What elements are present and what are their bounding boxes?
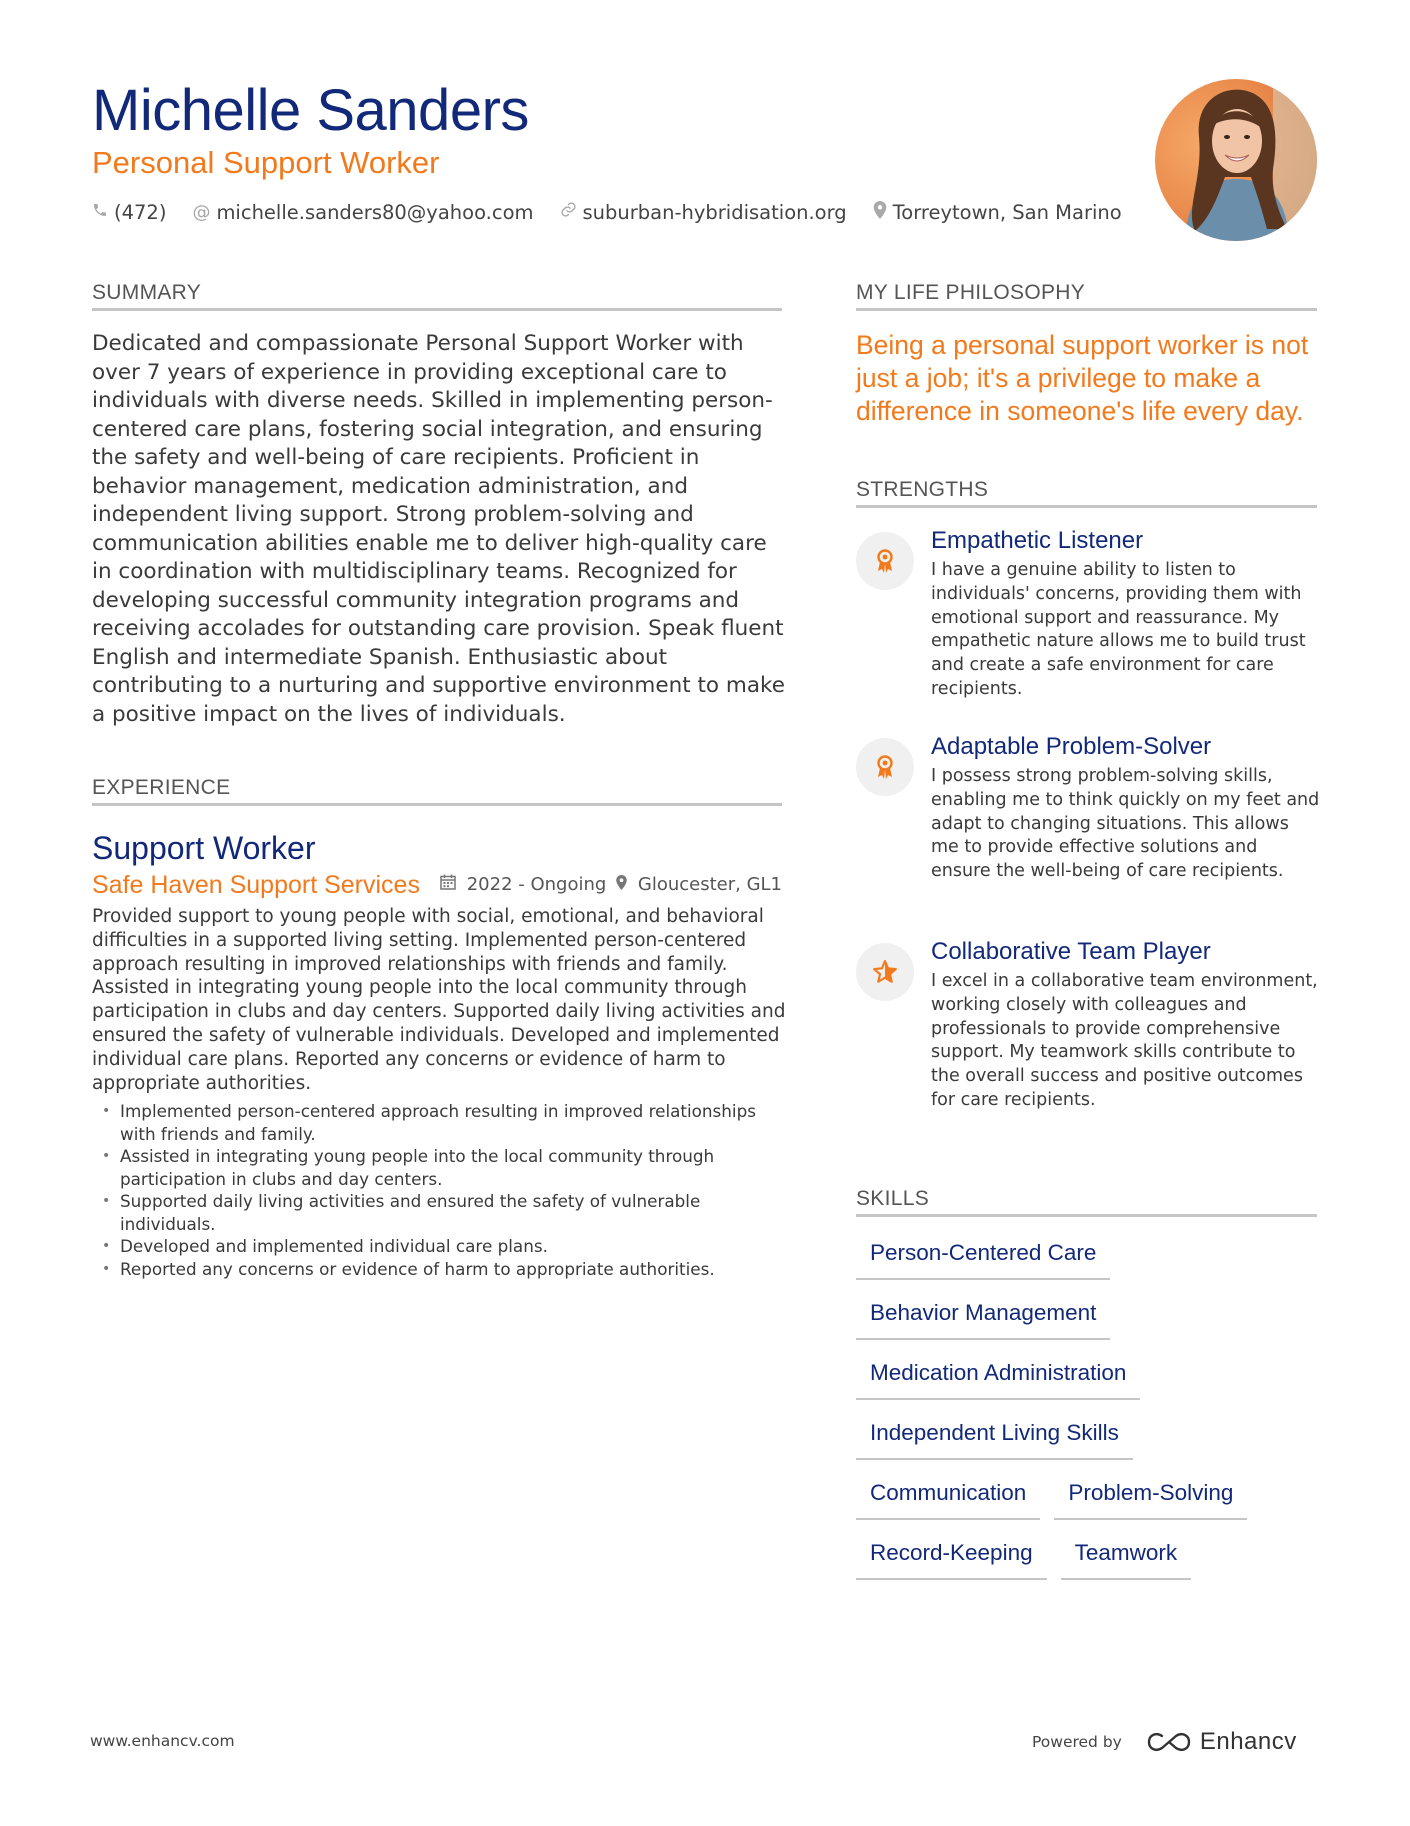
skill-tag: Behavior Management — [856, 1296, 1110, 1340]
contact-email-text: michelle.sanders80@yahoo.com — [216, 200, 534, 224]
experience-heading: EXPERIENCE — [92, 775, 782, 806]
list-item: • Developed and implemented individual care plans. — [92, 1235, 792, 1258]
award-icon — [856, 738, 914, 796]
skill-row — [856, 1476, 1326, 1520]
star-icon — [856, 943, 914, 1001]
skill-row — [856, 1236, 1326, 1280]
summary-heading: SUMMARY — [92, 280, 782, 311]
job-dates-text: 2022 - Ongoing — [466, 874, 607, 895]
philosophy-heading: MY LIFE PHILOSOPHY — [856, 280, 1317, 311]
skills-list — [856, 1236, 1326, 1596]
phone-icon — [92, 202, 108, 223]
skill-tag: Communication — [856, 1476, 1040, 1520]
strength-title: Collaborative Team Player — [931, 938, 1211, 965]
skills-heading: SKILLS — [856, 1186, 1317, 1217]
job-title: Support Worker — [92, 830, 316, 866]
calendar-icon — [440, 874, 462, 895]
job-bullets — [92, 1100, 792, 1280]
link-icon — [560, 201, 577, 223]
contact-location — [873, 201, 1122, 224]
contact-location-text: Torreytown, San Marino — [892, 200, 1122, 224]
powered-by[interactable] — [1032, 1728, 1297, 1756]
skill-tag: Teamwork — [1061, 1536, 1192, 1580]
skill-tag: Independent Living Skills — [856, 1416, 1133, 1460]
profile-photo — [1155, 79, 1317, 241]
powered-by-label: Powered by — [1032, 1733, 1122, 1751]
skill-row — [856, 1356, 1326, 1400]
skill-row — [856, 1416, 1326, 1460]
strength-title: Adaptable Problem-Solver — [931, 733, 1212, 760]
list-item: • Supported daily living activities and ensured the safety of vulnerable individuals. — [92, 1190, 792, 1235]
strength-description: I excel in a collaborative team environment, working closely with colleagues and professionals to provide comprehensive support. My teamwork skills contribute to the overall success and positive outcomes for care recipients. — [931, 971, 1318, 1110]
candidate-title: Personal Support Worker — [92, 145, 440, 180]
strengths-heading: STRENGTHS — [856, 477, 1317, 508]
skill-row — [856, 1536, 1326, 1580]
contact-phone-text: (472) — [114, 200, 167, 224]
list-item: • Reported any concerns or evidence of harm to appropriate authorities. — [92, 1258, 792, 1281]
strength-description: I have a genuine ability to listen to individuals' concerns, providing them with emotional support and reassurance. My empathetic nature allows me to build trust and create a safe environment for care recipients. — [931, 560, 1306, 699]
at-icon: @ — [192, 201, 211, 223]
job-location-text: Gloucester, GL1 — [637, 874, 782, 895]
candidate-name: Michelle Sanders — [92, 78, 529, 143]
contact-bar — [92, 197, 1148, 227]
contact-website-text: suburban-hybridisation.org — [582, 200, 847, 224]
philosophy-quote: Being a personal support worker is not just a job; it's a privilege to make a difference in someone's life every day. — [856, 330, 1309, 426]
list-item: • Assisted in integrating young people into the local community through participation in clubs and day centers. — [92, 1145, 792, 1190]
skill-tag: Medication Administration — [856, 1356, 1140, 1400]
contact-phone[interactable] — [92, 201, 166, 224]
summary-text: Dedicated and compassionate Personal Support Worker with over 7 years of experience in providing exceptional care to individuals with diverse needs. Skilled in implementing person-centered care plans, fostering social integration, and ensuring the safety and well-being of care recipients. Proficient in behavior management, medication administration, and independent living support. Strong problem-solving and communication abilities enable me to deliver high-quality care in coordination with multidisciplinary teams. Recognized for developing successful community integration programs and receiving accolades for outstanding care provision. Speak fluent English and intermediate Spanish. Enthusiastic about contributing to a nurturing and supportive environment to make a positive impact on the lives of individuals. — [92, 331, 785, 727]
location-pin-icon — [616, 874, 633, 895]
footer-website-link[interactable]: www.enhancv.com — [90, 1732, 235, 1750]
strength-description: I possess strong problem-solving skills, enabling me to think quickly on my feet and adapt to changing situations. This allows me to provide effective solutions and ensure the well-being of care recipients. — [931, 766, 1320, 882]
brand-name: Enhancv — [1199, 1728, 1297, 1755]
skill-tag: Person-Centered Care — [856, 1236, 1110, 1280]
strength-title: Empathetic Listener — [931, 527, 1144, 554]
job-description: Provided support to young people with social, emotional, and behavioral difficulties in a supported living setting. Implemented person-centered approach resulting in improved relationships with friends and family. Assisted in integrating young people into the local community through participation in clubs and day centers. Supported daily living activities and ensured the safety of vulnerable individuals. Developed and implemented individual care plans. Reported any concerns or evidence of harm to appropriate authorities. — [92, 906, 786, 1094]
skill-tag: Problem-Solving — [1054, 1476, 1247, 1520]
list-item: • Implemented person-centered approach resulting in improved relationships with friends and family. — [92, 1100, 792, 1145]
location-pin-icon — [873, 201, 887, 224]
skill-tag: Record-Keeping — [856, 1536, 1047, 1580]
enhancv-logo — [1146, 1728, 1297, 1756]
job-meta — [440, 873, 782, 897]
job-location — [616, 873, 782, 897]
award-icon — [856, 532, 914, 590]
contact-website[interactable] — [560, 201, 847, 224]
skill-row — [856, 1296, 1326, 1340]
company-name: Safe Haven Support Services — [92, 871, 420, 899]
contact-email[interactable] — [192, 201, 533, 224]
job-dates — [440, 873, 606, 897]
